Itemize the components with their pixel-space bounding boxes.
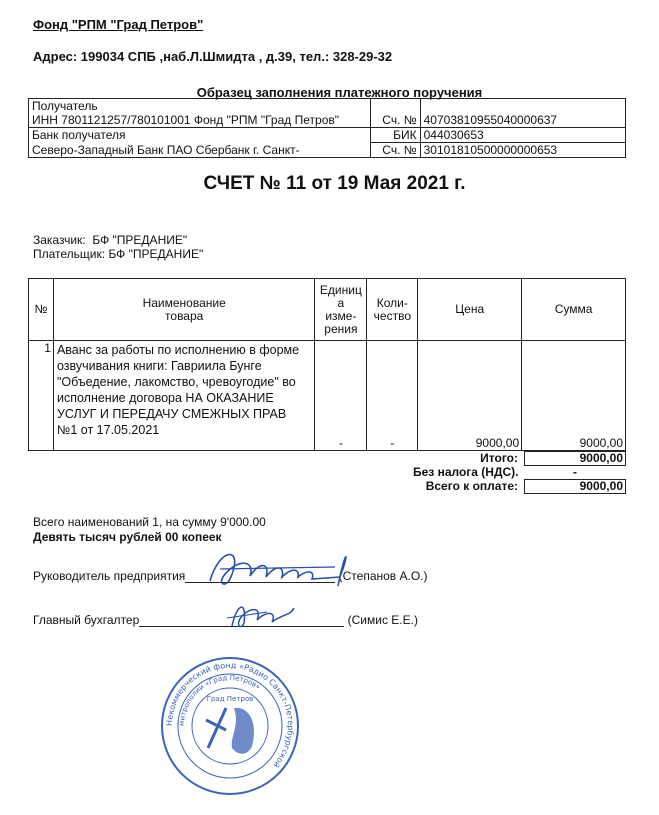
col-no-header: № [29, 279, 54, 341]
col-unit-header [315, 279, 367, 341]
organization-name: Фонд "РПМ "Град Петров" [33, 17, 204, 32]
customer-line [33, 233, 203, 247]
saint-figure-icon [232, 708, 254, 754]
items-header-row [29, 279, 626, 341]
bank-row-bank-value [29, 143, 626, 158]
payer-line [33, 247, 203, 261]
vat-value: - [573, 465, 577, 479]
payer-label: Плательщик: [33, 247, 106, 261]
summary-count-line: Всего наименований 1, на сумму 9'000.00 [33, 515, 266, 529]
accountant-signature-icon [222, 598, 302, 633]
recipient-label: Получатель [29, 99, 371, 114]
vat-label: Без налога (НДС). [412, 465, 519, 479]
totals-table [411, 451, 626, 494]
col-qty-header-line2: чество [373, 308, 412, 323]
row-name-line: Аванс за работы по исполнению в форме [56, 343, 300, 357]
row-name-line: озвучивания книги: Гавриила Бунге [56, 359, 262, 373]
total-row [411, 452, 626, 466]
organization-address: Адрес: 199034 СПБ ,наб.Л.Шмидта , д.39, тел.: 328-29-32 [33, 49, 393, 64]
payment-sample-title: Образец заполнения платежного поручения [196, 85, 483, 100]
corr-account-value: 30101810500000000653 [420, 143, 625, 158]
pay-value: 9000,00 [525, 480, 626, 494]
accountant-name: (Симис Е.Е.) [347, 613, 418, 627]
bank-row-recipient [29, 99, 626, 114]
director-signature-icon [200, 541, 360, 596]
col-name-header-line1: Наименование [142, 295, 226, 310]
stamp-inner-text: митрополии «Град Петров» [177, 673, 262, 727]
accountant-label: Главный бухгалтер [33, 613, 140, 627]
row-sum: 9000,00 [522, 341, 626, 451]
bank-row-bank [29, 128, 626, 143]
director-label: Руководитель предприятия [33, 569, 186, 583]
row-name [53, 341, 314, 451]
col-unit-header-line2: а [337, 295, 345, 310]
row-unit: - [315, 341, 367, 451]
customer-value: БФ "ПРЕДАНИЕ" [92, 233, 188, 247]
cross-icon [206, 708, 226, 748]
recipient-value: ИНН 7801121257/780101001 Фонд "РПМ "Град Петров" [29, 113, 371, 128]
summary-words-line: Девять тысяч рублей 00 копеек [33, 530, 222, 544]
col-unit-header-line3: изме- [325, 308, 357, 323]
row-qty: - [367, 341, 418, 451]
bank-row-recipient-value [29, 113, 626, 128]
vat-row [411, 466, 626, 480]
bank-value: Северо-Западный Банк ПАО Сбербанк г. Санкт- [29, 143, 371, 158]
stamp-outer-text: Некоммерческий фонд «Радио Санкт-Петербургской [164, 660, 296, 770]
customer-label: Заказчик: [33, 233, 86, 247]
row-name-line: "Объедение, лакомство, чревоугодие" во [56, 375, 296, 389]
invoice-title: СЧЕТ № 11 от 19 Мая 2021 г. [203, 173, 466, 194]
organization-stamp [160, 656, 300, 796]
row-no: 1 [29, 341, 54, 451]
bik-value: 044030653 [420, 128, 625, 143]
col-unit-header-line1: Единиц [319, 282, 362, 297]
col-price-header: Цена [418, 279, 522, 341]
pay-label: Всего к оплате: [425, 479, 518, 493]
payer-value: БФ "ПРЕДАНИЕ" [108, 247, 204, 261]
col-name-header-line2: товара [165, 308, 204, 323]
col-sum-header: Сумма [522, 279, 626, 341]
col-qty-header-line1: Коли- [376, 295, 408, 310]
account-label: Сч. № [370, 113, 420, 128]
total-label: Итого: [480, 451, 518, 465]
total-value: 9000,00 [525, 452, 626, 466]
bank-label: Банк получателя [29, 128, 371, 143]
corr-account-label: Сч. № [370, 143, 420, 158]
row-name-line: УСЛУГ И ПЕРЕДАЧУ СМЕЖНЫХ ПРАВ [56, 407, 287, 421]
col-unit-header-line4: рения [324, 321, 358, 336]
pay-row [411, 480, 626, 494]
row-price: 9000,00 [418, 341, 522, 451]
bik-label: БИК [370, 128, 420, 143]
director-name: (Степанов А.О.) [338, 569, 428, 583]
table-row [29, 341, 626, 451]
col-name-header [53, 279, 314, 341]
bank-details-table [28, 98, 626, 158]
stamp-center-text: Град Петров [206, 695, 254, 703]
parties-block [33, 233, 203, 261]
col-qty-header [367, 279, 418, 341]
account-value: 40703810955040000637 [420, 113, 625, 128]
row-name-line: исполнение договора НА ОКАЗАНИЕ [56, 391, 274, 405]
items-table [28, 278, 626, 451]
row-name-line: №1 от 17.05.2021 [56, 423, 160, 437]
